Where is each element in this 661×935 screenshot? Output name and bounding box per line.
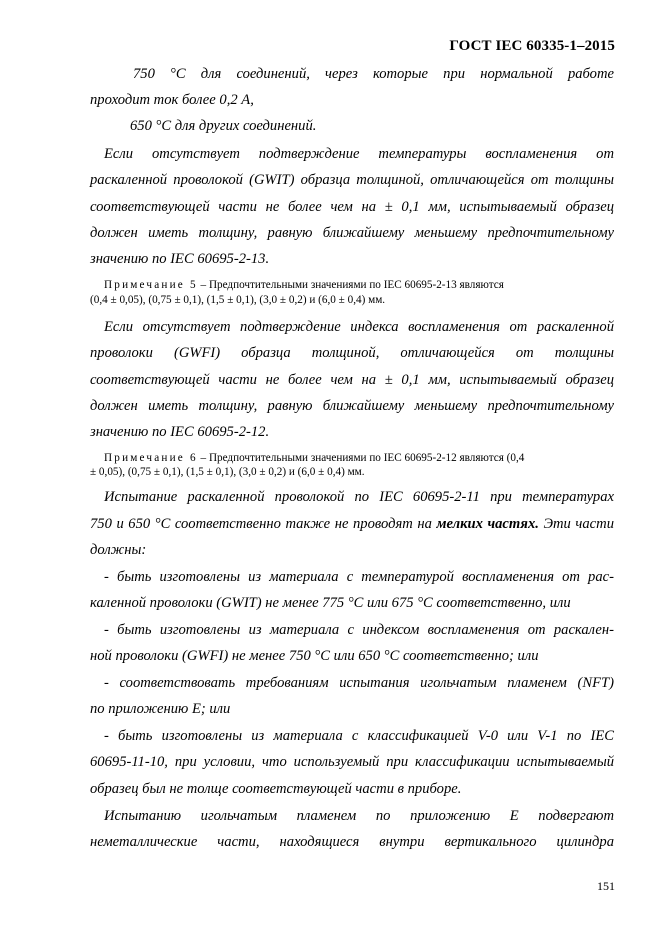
list-item: - соответствовать требованиям испытания игольчатым пламенем (NFT)	[104, 675, 614, 691]
paragraph-line: Если отсутствует подтверждение температуры воспламенения от	[104, 146, 614, 162]
paragraph-line: значению по IEC 60695-2-12.	[90, 424, 270, 440]
text-run: Эти части	[538, 516, 614, 532]
list-item-line: по приложению Е; или	[90, 701, 231, 717]
note-label: Примечание 6	[104, 452, 198, 464]
paragraph-line	[90, 516, 614, 532]
text-run: 750 и 650 °С соответственно также не проводят на	[90, 516, 437, 532]
list-item-line: ной проволоки (GWFI) не менее 750 °С или 650 °С соответственно; или	[90, 648, 539, 664]
paragraph-line: Испытанию игольчатым пламенем по приложению Е подвергают	[104, 808, 614, 824]
paragraph-line: должны:	[90, 542, 147, 558]
note-label: Примечание 5	[104, 279, 198, 291]
paragraph-line: проволоки (GWFI) образца толщиной, отличающейся от толщины	[90, 345, 614, 361]
paragraph-line: 750 °С для соединений, через которые при нормальной работе	[133, 66, 614, 82]
note-line: ± 0,05), (0,75 ± 0,1), (1,5 ± 0,1), (3,0 ± 0,2) и (6,0 ± 0,4) мм.	[90, 466, 365, 478]
page-number: 151	[597, 879, 615, 893]
list-item: - быть изготовлены из материала с индексом воспламенения от раскален-	[104, 622, 614, 638]
paragraph-line: Если отсутствует подтверждение индекса воспламенения от раскаленной	[104, 319, 614, 335]
paragraph-line: 650 °С для других соединений.	[130, 118, 317, 134]
paragraph-line: должен иметь толщину, равную ближайшему меньшему предпочтительному	[90, 398, 614, 414]
note-line: (0,4 ± 0,05), (0,75 ± 0,1), (1,5 ± 0,1), (3,0 ± 0,2) и (6,0 ± 0,4) мм.	[90, 294, 386, 306]
paragraph-line: неметаллические части, находящиеся внутри вертикального цилиндра	[90, 834, 614, 850]
paragraph-line: соответствующей части не более чем на ± 0,1 мм, испытываемый образец	[90, 372, 614, 388]
note-text: – Предпочтительными значениями по IEC 60695-2-12 являются (0,4	[197, 452, 525, 464]
term-small-parts: мелких частях.	[436, 516, 539, 532]
paragraph-line: Испытание раскаленной проволокой по IEC 60695-2-11 при температурах	[104, 489, 614, 505]
list-item: - быть изготовлены из материала с классификацией V-0 или V-1 по IEC	[104, 728, 614, 744]
paragraph-line: раскаленной проволокой (GWIT) образца толщиной, отличающейся от толщины	[90, 172, 614, 188]
list-item-line: каленной проволоки (GWIT) не менее 775 °С или 675 °С соответственно, или	[90, 595, 571, 611]
list-item-line: образец был не толще соответствующей части в приборе.	[90, 781, 462, 797]
note	[104, 451, 614, 465]
note-text: – Предпочтительными значениями по IEC 60695-2-13 являются	[197, 279, 504, 291]
paragraph-line: должен иметь толщину, равную ближайшему меньшему предпочтительному	[90, 225, 614, 241]
note	[104, 278, 614, 292]
paragraph-line: соответствующей части не более чем на ± 0,1 мм, испытываемый образец	[90, 199, 614, 215]
document-header: ГОСТ IEC 60335-1–2015	[449, 38, 615, 54]
paragraph-line: проходит ток более 0,2 А,	[90, 92, 254, 108]
paragraph-line: значению по IEC 60695-2-13.	[90, 251, 270, 267]
list-item-line: 60695-11-10, при условии, что используемый при классификации испытываемый	[90, 754, 614, 770]
list-item: - быть изготовлены из материала с температурой воспламенения от рас-	[104, 569, 614, 585]
